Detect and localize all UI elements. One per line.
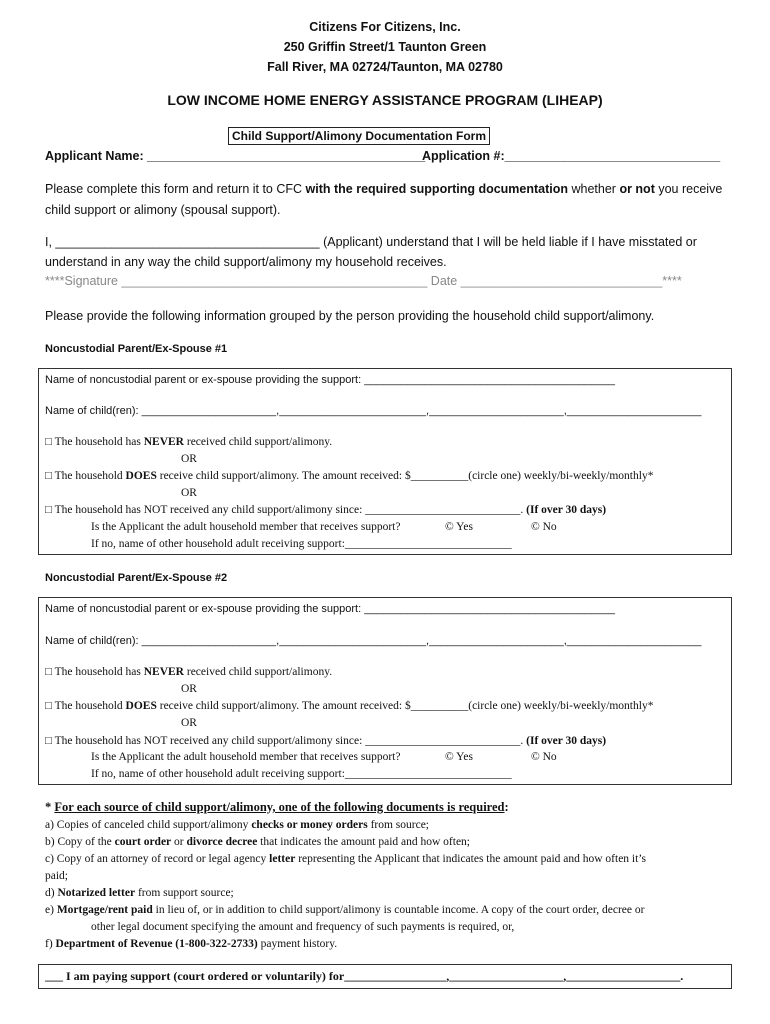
section-1-or-1: OR	[181, 453, 197, 465]
section-1-name-field[interactable]: Name of noncustodial parent or ex-spouse providing the support: _________________________________________	[45, 374, 616, 386]
document-item-b: b) Copy of the court order or divorce decree that indicates the amount paid and how often;	[45, 836, 470, 848]
document-item-d: d) Notarized letter from support source;	[45, 887, 234, 899]
section-1-adult-question: Is the Applicant the adult household member that receives support?	[91, 521, 401, 533]
section-2-never-option[interactable]: □ The household has NEVER received child support/alimony.	[45, 666, 333, 678]
provide-instructions: Please provide the following information grouped by the person providing the household child support/alimony.	[45, 309, 655, 323]
section-2-yes-radio[interactable]: © Yes	[445, 751, 473, 763]
form-title: Child Support/Alimony Documentation Form	[228, 127, 490, 145]
section-1-or-2: OR	[181, 487, 197, 499]
section-1-children-field[interactable]: Name of child(ren): ______________________,________________________,______________________,______________________	[45, 405, 702, 417]
section-1-heading: Noncustodial Parent/Ex-Spouse #1	[45, 343, 228, 355]
document-item-f: f) Department of Revenue (1-800-322-2733) payment history.	[45, 938, 338, 950]
applicant-name-field[interactable]: Applicant Name: ________________________________________	[45, 149, 426, 163]
document-item-c-cont: paid;	[45, 870, 68, 882]
section-2-name-field[interactable]: Name of noncustodial parent or ex-spouse providing the support: _________________________________________	[45, 603, 616, 615]
section-2-children-field[interactable]: Name of child(ren): ______________________,________________________,______________________,______________________	[45, 635, 702, 647]
section-2-does-option[interactable]: □ The household DOES receive child support/alimony. The amount received: $__________(circle one) weekly/bi-weekly/monthly*	[45, 700, 654, 712]
program-title: LOW INCOME HOME ENERGY ASSISTANCE PROGRAM (LIHEAP)	[167, 92, 603, 108]
section-1-not-option[interactable]: □ The household has NOT received any child support/alimony since: ___________________________. (If over 30 days)	[45, 504, 607, 516]
section-1-other-adult-field[interactable]: If no, name of other household adult receiving support:_____________________________	[91, 538, 512, 550]
attest-line-2: understand in any way the child support/alimony my household receives.	[45, 255, 447, 269]
section-2-adult-question: Is the Applicant the adult household member that receives support?	[91, 751, 401, 763]
document-item-e: e) Mortgage/rent paid in lieu of, or in addition to child support/alimony is countable income. A copy of the court order, decree or	[45, 904, 645, 916]
section-2-other-adult-field[interactable]: If no, name of other household adult receiving support:_____________________________	[91, 768, 512, 780]
paying-support-field[interactable]: ___ I am paying support (court ordered or voluntarily) for_________________,___________________,___________________.	[45, 969, 684, 983]
intro-line-1: Please complete this form and return it to CFC with the required supporting documentation whether or not you receive	[45, 182, 723, 196]
address-line-1: 250 Griffin Street/1 Taunton Green	[283, 40, 487, 54]
application-number-field[interactable]: Application #:_______________________________	[422, 149, 721, 163]
intro-line-2: child support or alimony (spousal support).	[45, 203, 281, 217]
section-2-or-2: OR	[181, 717, 197, 729]
address-line-2: Fall River, MA 02724/Taunton, MA 02780	[267, 60, 503, 74]
section-1-no-radio[interactable]: © No	[531, 521, 557, 533]
section-2-no-radio[interactable]: © No	[531, 751, 557, 763]
org-name: Citizens For Citizens, Inc.	[309, 20, 461, 34]
section-2-heading: Noncustodial Parent/Ex-Spouse #2	[45, 572, 228, 584]
attest-line-1[interactable]: I, ______________________________________ (Applicant) understand that I will be held liable if I have misstated or	[45, 235, 697, 249]
section-1-does-option[interactable]: □ The household DOES receive child support/alimony. The amount received: $__________(circle one) weekly/bi-weekly/monthly*	[45, 470, 654, 482]
section-1-never-option[interactable]: □ The household has NEVER received child support/alimony.	[45, 436, 333, 448]
section-2-not-option[interactable]: □ The household has NOT received any child support/alimony since: ___________________________. (If over 30 days)	[45, 735, 607, 747]
section-2-or-1: OR	[181, 683, 197, 695]
documents-heading: * For each source of child support/alimony, one of the following documents is required:	[45, 800, 509, 814]
signature-line[interactable]: ****Signature ____________________________________________ Date _____________________________****	[45, 274, 682, 288]
section-1-yes-radio[interactable]: © Yes	[445, 521, 473, 533]
document-item-c: c) Copy of an attorney of record or legal agency letter representing the Applicant that indicates the amount paid and how often it’s	[45, 853, 646, 865]
document-item-a: a) Copies of canceled child support/alimony checks or money orders from source;	[45, 819, 430, 831]
document-item-e-cont: other legal document specifying the amount and frequency of such payments is required, or,	[91, 921, 515, 933]
